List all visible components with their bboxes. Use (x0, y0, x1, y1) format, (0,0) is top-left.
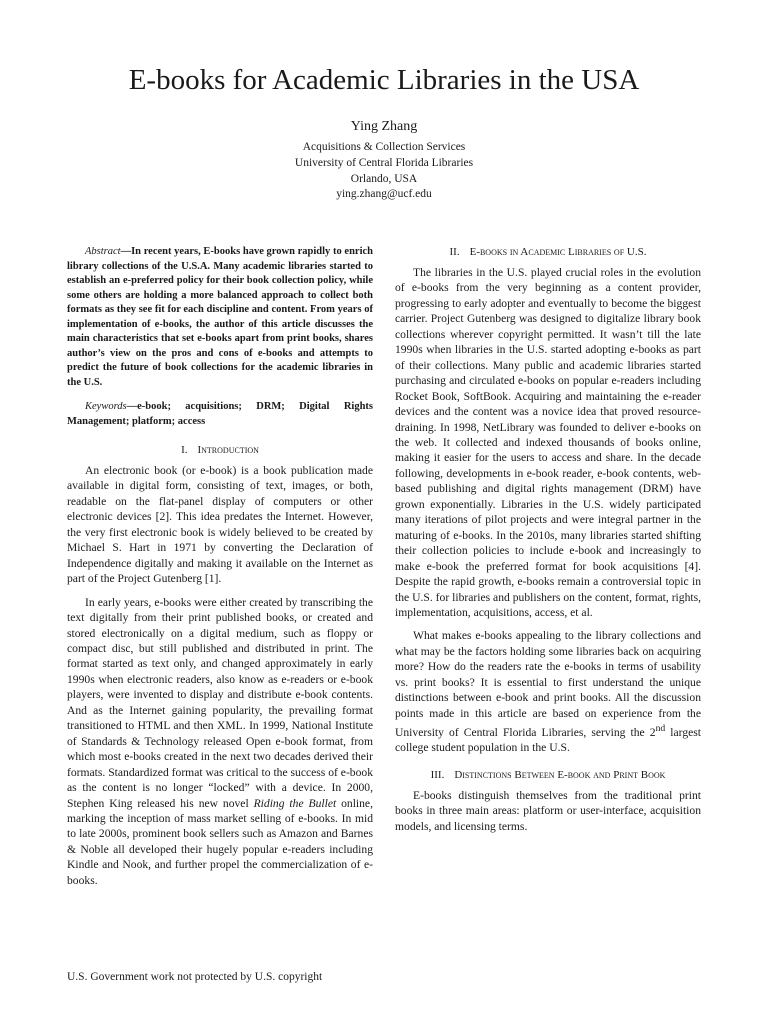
ordinal-superscript: nd (655, 723, 666, 735)
ebooks-paragraph-1: The libraries in the U.S. played crucial roles in the evolution of e-books from the very beginning as a content provider, progressing to early adopter and eventually to become the biggest carrier. Project Gutenberg was designed to digitalize library book collections wherever copyright permitted. It wasn’t till the late 1990s when libraries in the U.S. started adopting e-books as part of their collections. Many public and academic libraries started purchasing and circulated e-books on popular e-readers including Rocket Book, SoftBook. Acquiring and maintaining the e-reader devices and the content was a novice idea that proved resource-draining. In 1998, NetLibrary was founded to deliver e-books on the web. It collected and indexed thousands of books online, making it easier for the users to access and share. In the decade following, developments in e-book reader, e-book contents, web-based publishing and digital rights management (DRM) have grown exponentially. Libraries in the U.S. widely participated many iterations of pilot projects and were integral partner in the maturing of e-books. In the 2010s, many libraries started shifting their collection policies to include e-book and increasingly to make e-book the preferred format for book acquisitions [4]. Despite the rapid growth, e-books remain a controversial topic in the U.S. for libraries and publishers on the content, format, rights, implementation, acquisitions, access, et al. (395, 266, 701, 619)
abstract (67, 245, 373, 390)
section-number: II. (449, 246, 460, 258)
section-number: I. (181, 444, 188, 456)
ebooks-paragraph-2 (395, 628, 701, 755)
paper-title: E-books for Academic Libraries in the USA (128, 64, 640, 96)
intro-p2-part-b: online, marking the inception of mass market selling of e-books. In mid to late 2000s, prominent book sellers such as Amazon and Barnes & Noble all developed their hugely popular e-readers including Kindle and Nook, and further propel the commercialization of e-books. (67, 796, 373, 887)
distinctions-paragraph-1: E-books distinguish themselves from the traditional print books in three main areas: platform or user-interface, acquisition models, and licensing terms. (395, 788, 701, 833)
author-name: Ying Zhang (350, 119, 418, 134)
abstract-label: Abstract (85, 246, 121, 257)
affiliation-department: Acquisitions & Collection Services (302, 141, 466, 153)
intro-paragraph-2 (67, 595, 373, 889)
section-heading-ebooks (395, 245, 701, 260)
keywords-text: —e-book; acquisitions; DRM; Digital Rights Management; platform; access (67, 401, 373, 427)
section-heading-introduction (67, 443, 373, 458)
affiliation-university: University of Central Florida Libraries (294, 156, 474, 169)
section-title: E-books in Academic Libraries of U.S. (469, 246, 647, 258)
author-affiliation (0, 140, 768, 203)
section-title: Distinctions Between E-book and Print Book (454, 768, 666, 781)
left-column (67, 245, 373, 896)
ebooks-p2-part-a: What makes e-books appealing to the library collections and what may be the factors holding some libraries back on acquiring more? How do the readers rate the e-books in terms of usability vs. print books? It is essential to first understand the unique distinctions between e-book and print books. All the discussion points made in this article are based on experience from the University of Central Florida Libraries, serving the 2 (395, 629, 701, 739)
copyright-footer: U.S. Government work not protected by U.S. copyright (67, 971, 323, 983)
keywords-label: Keywords (85, 401, 127, 412)
ebooks-p2-part-b: largest college student population in the U.S. (395, 726, 702, 755)
book-title-riding-the-bullet: Riding the Bullet (253, 796, 337, 810)
right-column (395, 245, 701, 842)
intro-p2-part-a: In early years, e-books were either created by transcribing the text digitally from their print published books, or created and stored electronically on a digital medium, such as floppy or compact disc, but still published and distributed in print. The format started as text only, and changed approximately in early 1990s when electronic readers, also know as e-readers or e-book players, were invented to display and distribute e-book contents. And as the Internet gaining popularity, the prevailing format transitioned to HTML and then XML. In 1999, National Institute of Standards & Technology released Open e-book format, from which most e-books created in the next two decades derived their formats. Standardized format was critical to the success of e-book as the content is no longer “locked” with a device. In 2000, Stephen King released his new novel (67, 595, 373, 810)
section-title: Introduction (197, 444, 259, 456)
section-heading-distinctions (395, 768, 701, 783)
intro-paragraph-1: An electronic book (or e-book) is a book publication made available in digital form, consisting of text, images, or both, readable on the flat-panel display of computers or other electronic devices [2]. This idea predates the Internet. However, the very first electronic book is widely believed to be created by Michael S. Hart in 1971 by converting the Declaration of Independence digitally and making it available on the Internet as part of the Project Gutenberg [1]. (67, 464, 373, 586)
abstract-text: —In recent years, E-books have grown rapidly to enrich library collections of the U.S.A. Many academic libraries started to establish an e-preferred policy for their book collection policy, while some others are holding a more balanced approach to collect both formats as they see fit for each discipline and content. From years of implementation of e-books, the author of this article discusses the main characteristics that set e-books apart from print books, shares author’s view on the pros and cons of e-books and attempts to predict the future of book collections for the academic libraries in the U.S. (67, 246, 373, 388)
section-number: III. (430, 768, 445, 781)
affiliation-email: ying.zhang@ucf.edu (336, 188, 432, 201)
affiliation-location: Orlando, USA (350, 172, 418, 185)
keywords (67, 400, 373, 429)
